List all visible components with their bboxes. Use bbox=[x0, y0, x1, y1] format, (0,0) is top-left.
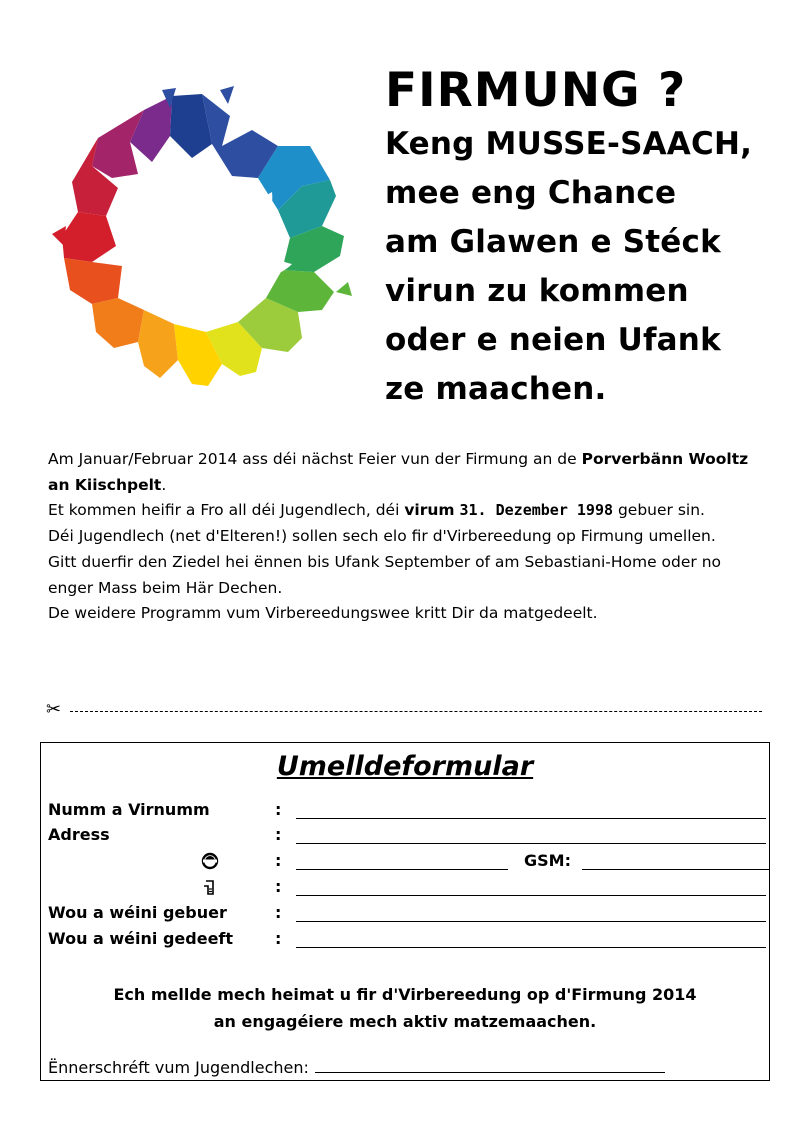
address-field[interactable] bbox=[296, 843, 766, 844]
name-label: Numm a Virnumm bbox=[48, 800, 210, 819]
mobile-field[interactable] bbox=[296, 895, 766, 896]
registration-form bbox=[40, 742, 770, 1081]
birth-cutoff-date: 31. Dezember 1998 bbox=[459, 501, 614, 520]
signature-field[interactable] bbox=[315, 1056, 665, 1073]
headline-line: ze maachen. bbox=[385, 371, 607, 407]
headline bbox=[385, 62, 790, 414]
address-row bbox=[48, 823, 763, 847]
baptism-field[interactable] bbox=[296, 947, 766, 948]
colon: : bbox=[275, 851, 282, 870]
address-label: Adress bbox=[48, 825, 110, 844]
colon: : bbox=[275, 825, 282, 844]
info-paragraph bbox=[48, 498, 768, 524]
headline-line: mee eng Chance bbox=[385, 175, 677, 211]
birthplace-label: Wou a wéini gebuer bbox=[48, 903, 227, 922]
info-text-span: Am Januar/Februar 2014 ass déi nächst Feier vun der Firmung an de bbox=[48, 450, 582, 468]
info-text bbox=[48, 447, 768, 627]
headline-line: Keng MUSSE-SAACH, bbox=[385, 126, 753, 162]
name-field[interactable] bbox=[296, 818, 766, 819]
form-title: Umelldeformular bbox=[276, 751, 534, 782]
colon: : bbox=[275, 800, 282, 819]
baptism-label: Wou a wéini gedeeft bbox=[48, 929, 234, 948]
phone-icon bbox=[200, 851, 220, 871]
info-paragraph bbox=[48, 447, 768, 498]
baptism-row bbox=[48, 927, 763, 951]
signature-row bbox=[48, 1056, 665, 1079]
birthplace-field[interactable] bbox=[296, 921, 766, 922]
headline-line: oder e neien Ufank bbox=[385, 322, 721, 358]
declaration-line: Ech mellde mech heimat u fir d'Virbereedung op d'Firmung 2014 bbox=[113, 985, 697, 1004]
signature-label: Ënnerschréft vum Jugendlechen: bbox=[48, 1058, 309, 1077]
gsm-field[interactable] bbox=[582, 869, 770, 870]
birth-row bbox=[48, 901, 763, 925]
headline-title: FIRMUNG ? bbox=[385, 63, 687, 118]
colon: : bbox=[275, 929, 282, 948]
info-text-span: gebuer sin. bbox=[613, 501, 705, 520]
colon: : bbox=[275, 903, 282, 922]
declaration bbox=[41, 981, 769, 1035]
info-paragraph: Gitt duerfir den Ziedel hei ënnen bis Ufank September of am Sebastiani-Home oder no enger Mass beim Här Dechen. bbox=[48, 552, 722, 597]
declaration-line: an engagéiere mech aktiv matzemaachen. bbox=[213, 1012, 597, 1031]
colon: : bbox=[275, 877, 282, 896]
cut-line bbox=[46, 700, 762, 720]
parish-name: Porverbänn Wooltz an Kiischpelt bbox=[48, 450, 749, 494]
scissors-icon: ✂ bbox=[46, 699, 62, 720]
dove-logo bbox=[52, 86, 352, 386]
name-row bbox=[48, 798, 763, 822]
info-text-span: . bbox=[161, 475, 167, 494]
headline-line: am Glawen e Stéck bbox=[385, 224, 721, 260]
info-text-span: Et kommen heifir a Fro all déi Jugendlech, déi bbox=[48, 501, 405, 520]
dashed-divider bbox=[70, 711, 762, 712]
gsm-label: GSM: bbox=[524, 851, 571, 870]
headline-line: virun zu kommen bbox=[385, 273, 689, 309]
phone-field[interactable] bbox=[296, 869, 508, 870]
mobile-row bbox=[48, 875, 763, 899]
mobile-icon bbox=[200, 877, 220, 897]
info-paragraph: Déi Jugendlech (net d'Elteren!) sollen sech elo fir d'Virbereedung op Firmung umellen. bbox=[48, 527, 716, 546]
phone-row bbox=[48, 849, 768, 873]
info-paragraph: De weidere Programm vum Virbereedungswee kritt Dir da matgedeelt. bbox=[48, 604, 598, 623]
birth-cutoff-prefix: virum bbox=[404, 501, 455, 520]
